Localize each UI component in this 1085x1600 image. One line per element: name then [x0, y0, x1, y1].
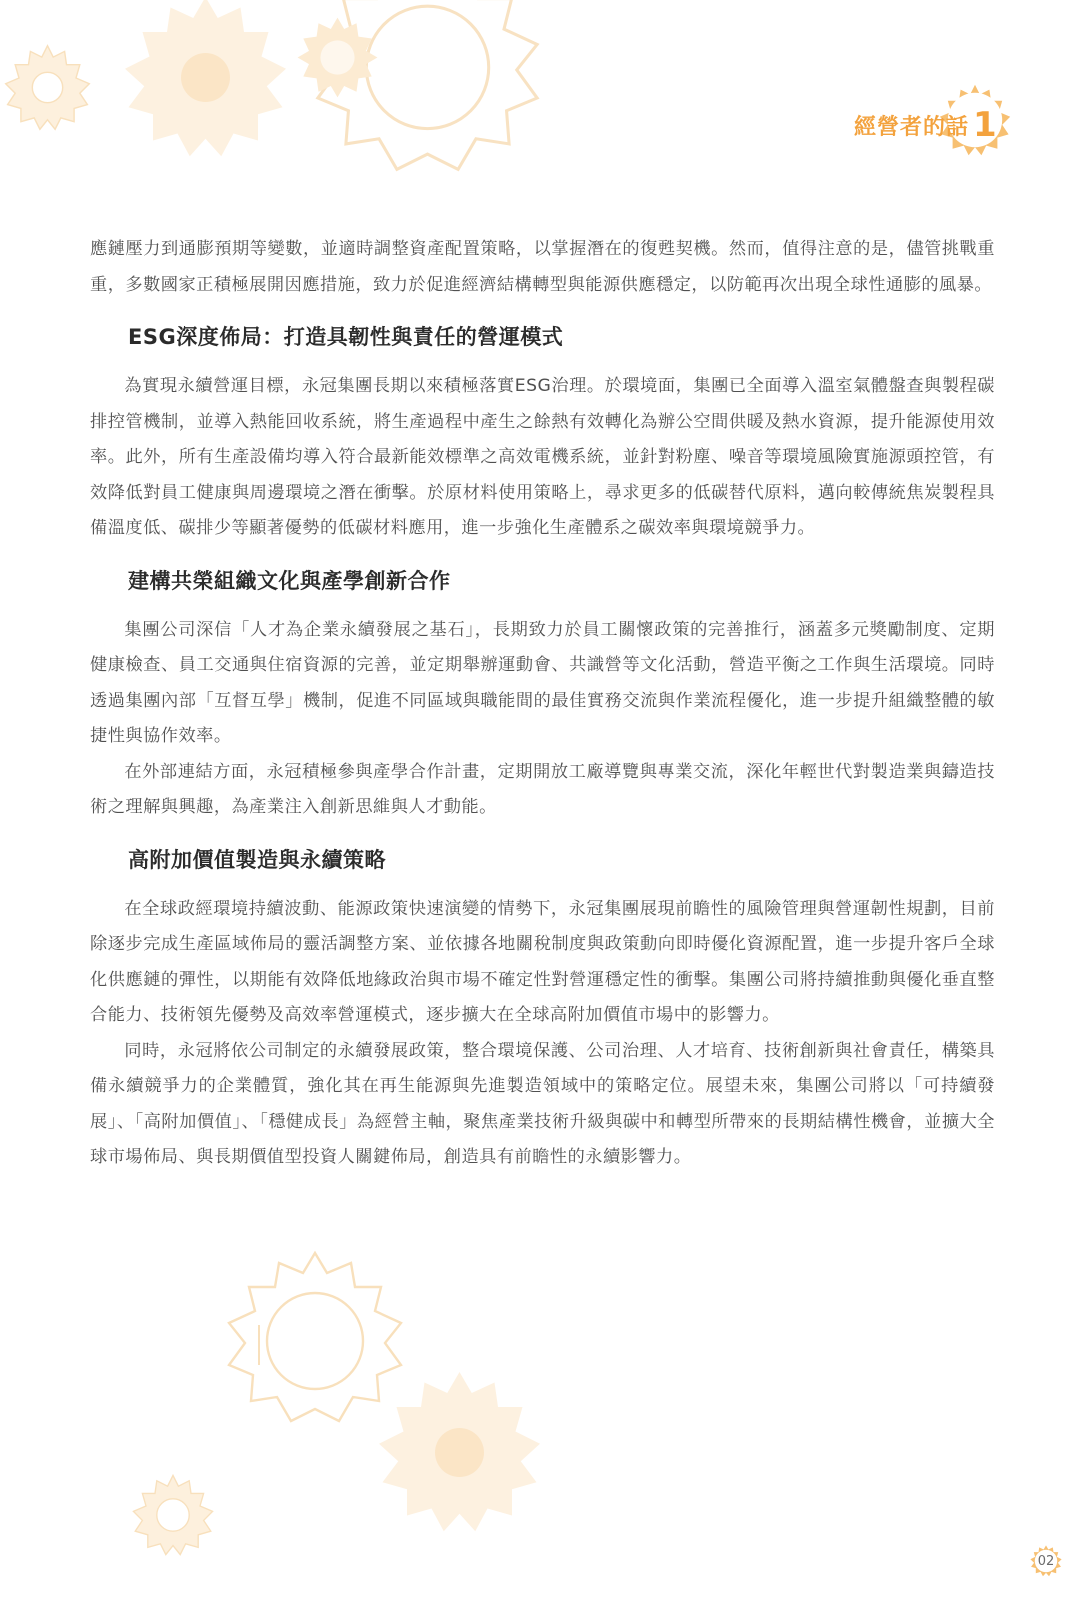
page-number: 02 — [1037, 1553, 1055, 1569]
gear-decoration-top-solid-icon — [118, 0, 293, 165]
gear-decoration-top-left-icon — [0, 40, 95, 135]
section-heading-strategy: 高附加價值製造與永續策略 — [128, 847, 386, 872]
gear-decoration-bottom-left-icon — [128, 1470, 218, 1560]
gear-decoration-bottom-solid-icon — [372, 1365, 547, 1540]
gear-decoration-top-small-icon — [290, 10, 385, 105]
section-heading-esg: ESG深度佈局：打造具韌性與責任的營運模式 — [128, 325, 564, 349]
section-heading-culture: 建構共榮組織文化與產學創新合作 — [128, 568, 451, 593]
section-strategy-paragraph-1: 在全球政經環境持續波動、能源政策快速演變的情勢下，永冠集團展現前瞻性的風險管理與營運韌性規劃，目前除逐步完成生產區域佈局的靈活調整方案、並依據各地關稅制度與政策動向即時優化資源配置，進一步提升客戶全球化供應鏈的彈性，以期能有效降低地緣政治與市場不確定性對營運穩定性的衝擊。集團公司將持續推動與優化垂直整合能力、技術領先優勢及高效率營運模式，逐步擴大在全球高附加價值市場中的影響力。 — [90, 898, 995, 1025]
page-number-badge — [1029, 1544, 1063, 1578]
section-culture-paragraph-2: 在外部連結方面，永冠積極參與產學合作計畫，定期開放工廠導覽與專業交流，深化年輕世代對製造業與鑄造技術之理解與興趣，為產業注入創新思維與人才動能。 — [90, 761, 995, 817]
section-culture-paragraph-1: 集團公司深信「人才為企業永續發展之基石」，長期致力於員工關懷政策的完善推行，涵蓋多元獎勵制度、定期健康檢查、員工交通與住宿資源的完善，並定期舉辦運動會、共識營等文化活動，營造平衡之工作與生活環境。同時透過集團內部「互督互學」機制，促進不同區域與職能間的最佳實務交流與作業流程優化，進一步提升組織整體的敏捷性與協作效率。 — [90, 619, 995, 746]
chapter-header — [854, 105, 997, 145]
chapter-title: 經營者的話 — [854, 114, 970, 140]
intro-paragraph: 應鏈壓力到通膨預期等變數，並適時調整資產配置策略，以掌握潛在的復甦契機。然而，值得注意的是，儘管挑戰重重，多數國家正積極展開因應措施，致力於促進經濟結構轉型與能源供應穩定，以防範再次出現全球性通膨的風暴。 — [90, 239, 995, 295]
article-body — [90, 232, 995, 1176]
section-esg-paragraph: 為實現永續營運目標，永冠集團長期以來積極落實ESG治理。於環境面，集團已全面導入溫室氣體盤查與製程碳排控管機制，並導入熱能回收系統，將生產過程中產生之餘熱有效轉化為辦公空間供暖及熱水資源，提升能源使用效率。此外，所有生產設備均導入符合最新能效標準之高效電機系統，並針對粉塵、噪音等環境風險實施源頭控管，有效降低對員工健康與周邊環境之潛在衝擊。於原材料使用策略上，尋求更多的低碳替代原料，邁向較傳統焦炭製程具備溫度低、碳排少等顯著優勢的低碳材料應用，進一步強化生產體系之碳效率與環境競爭力。 — [90, 376, 995, 538]
chapter-number: 1 — [973, 105, 997, 145]
section-strategy-paragraph-2: 同時，永冠將依公司制定的永續發展政策，整合環境保護、公司治理、人才培育、技術創新與社會責任，構築具備永續競爭力的企業體質，強化其在再生能源與先進製造領域中的策略定位。展望未來，集團公司將以「可持續發展」、「高附加價值」、「穩健成長」為經營主軸，聚焦產業技術升級與碳中和轉型所帶來的長期結構性機會，並擴大全球市場佈局、與長期價值型投資人關鍵佈局，創造具有前瞻性的永續影響力。 — [90, 1040, 995, 1167]
